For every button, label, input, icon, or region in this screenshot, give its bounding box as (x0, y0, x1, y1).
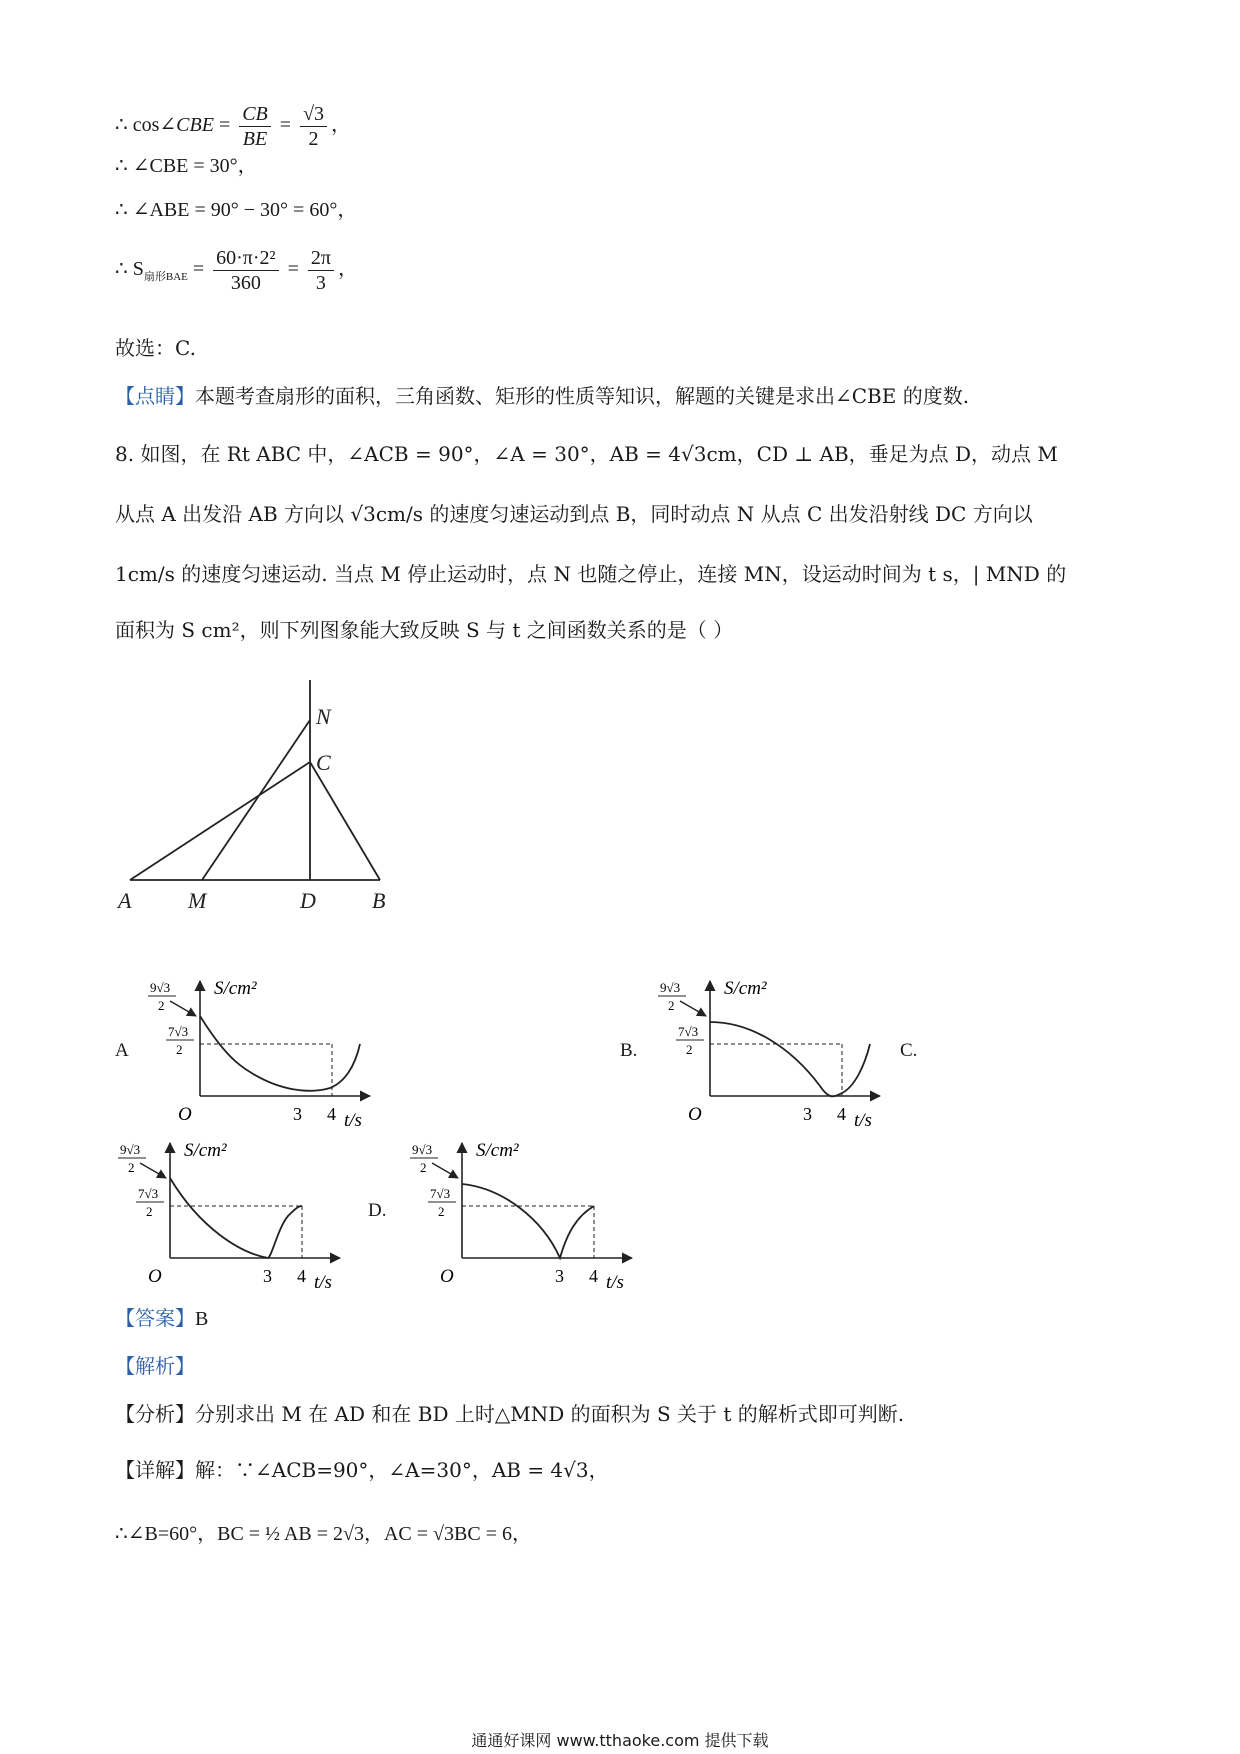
solution-line-3: ∴ ∠ABE = 90° − 30° = 60°， (115, 199, 358, 221)
triangle-figure (110, 670, 410, 920)
point-a-label: A (118, 888, 132, 913)
solution-line-4: ∴ $S_{扇形BAE}$ = $\frac{\text{60·π·2²}}{360}$ = $\frac{2\pi}{3}$ ， (115, 247, 358, 294)
top-value-den: 2 (668, 998, 675, 1013)
tick-4-label: 4 (837, 1104, 846, 1124)
mid-value-den: 2 (438, 1204, 445, 1219)
answer-value: B (195, 1308, 209, 1330)
comment-text: 本题考查扇形的面积，三角函数、矩形的性质等知识，解题的关键是求出∠CBE 的度数. (195, 384, 970, 408)
detail-text-1: 解：∵∠ACB=90°，∠A=30°，AB = 4√3， (195, 1458, 609, 1482)
comment-tag: 【点睛】 (115, 384, 195, 408)
question-line-2: 从点 A 出发沿 AB 方向以 √3cm/s 的速度匀速运动到点 B，同时动点 N 从点 C 出发沿射线 DC 方向以 (115, 502, 1033, 526)
point-n-label: N (316, 704, 331, 729)
origin-label: O (440, 1266, 454, 1287)
tick-4-label: 4 (589, 1266, 598, 1286)
detail-line-1 (115, 1456, 609, 1484)
frac-num: √3 (300, 102, 327, 127)
mid-value-num: 7√3 (138, 1186, 159, 1201)
frac-den: 2 (308, 128, 319, 150)
point-b-label: B (372, 888, 386, 913)
tick-4-label: 4 (327, 1104, 336, 1124)
frac-den: 360 (230, 272, 261, 294)
frac-den: 3 (315, 272, 326, 294)
graph-option-a (130, 976, 390, 1136)
pointer-arrow (140, 1163, 166, 1178)
frac-num: CB (239, 102, 271, 127)
fraction-sqrt3-2 (300, 102, 327, 151)
fraction-sector (213, 246, 278, 295)
top-value-num: 9√3 (120, 1142, 141, 1157)
mid-value-den: 2 (176, 1042, 183, 1057)
detail-tag: 【详解】 (115, 1458, 195, 1482)
option-a-label: A (115, 1040, 129, 1061)
pointer-arrow (170, 1001, 196, 1016)
tick-4-label: 4 (297, 1266, 306, 1286)
mid-value-den: 2 (146, 1204, 153, 1219)
option-c-label: C. (900, 1040, 918, 1061)
fenxi-tag: 【分析】 (115, 1402, 195, 1426)
cos-prefix: ∴ cos∠ (115, 114, 177, 137)
comment-line (115, 382, 969, 410)
angle-cbe: CBE (176, 114, 214, 137)
top-value-den: 2 (420, 1160, 427, 1175)
fraction-cb-be (239, 102, 271, 151)
top-value-den: 2 (128, 1160, 135, 1175)
origin-label: O (178, 1104, 192, 1125)
frac-den: BE (242, 128, 268, 150)
option-d-label: D. (368, 1200, 387, 1221)
x-axis-label: t/s (314, 1272, 332, 1293)
y-axis-label: S/cm² (184, 1140, 227, 1161)
y-axis-label: S/cm² (724, 978, 767, 999)
mid-value-num: 7√3 (168, 1024, 189, 1039)
pointer-arrow (432, 1163, 458, 1178)
tick-3-label: 3 (803, 1104, 812, 1124)
top-value-num: 9√3 (660, 980, 681, 995)
top-value-num: 9√3 (412, 1142, 433, 1157)
y-axis-label: S/cm² (476, 1140, 519, 1161)
top-value-den: 2 (158, 998, 165, 1013)
x-axis-label: t/s (344, 1110, 362, 1131)
solution-line-2: ∴ ∠CBE = 30°， (115, 155, 258, 177)
question-line-4: 面积为 S cm²，则下列图象能大致反映 S 与 t 之间函数关系的是（ ） (115, 618, 734, 642)
tick-3-label: 3 (293, 1104, 302, 1124)
origin-label: O (148, 1266, 162, 1287)
frac-num: 60·π·2² (213, 246, 278, 271)
fraction-2pi-3 (308, 246, 334, 295)
top-value-num: 9√3 (150, 980, 171, 995)
pointer-arrow (680, 1001, 706, 1016)
point-d-label: D (300, 888, 316, 913)
solution-line-1: ∴ cos∠CBE = $\frac{CB}{BE}$ = $\frac{√3}{2}$ ， (115, 103, 352, 150)
analysis-tag: 【解析】 (115, 1354, 195, 1378)
y-axis-label: S/cm² (214, 978, 257, 999)
option-b-label: B. (620, 1040, 638, 1061)
graph-option-c (100, 1138, 360, 1298)
answer-line (115, 1304, 208, 1333)
curve (462, 1184, 594, 1258)
fenxi-text: 分别求出 M 在 AD 和在 BD 上时△MND 的面积为 S 关于 t 的解析式即可判断. (195, 1402, 905, 1426)
tick-3-label: 3 (263, 1266, 272, 1286)
origin-label: O (688, 1104, 702, 1125)
graph-option-b (640, 976, 900, 1136)
x-axis-label: t/s (606, 1272, 624, 1293)
curve (710, 1022, 870, 1096)
point-c-label: C (316, 750, 331, 775)
fenxi-line (115, 1400, 904, 1428)
question-line-3: 1cm/s 的速度匀速运动. 当点 M 停止运动时，点 N 也随之停止，连接 MN，设运动时间为 t s，| MND 的 (115, 562, 1067, 586)
curve (170, 1178, 302, 1258)
tick-3-label: 3 (555, 1266, 564, 1286)
area-prefix: ∴ S (115, 258, 144, 281)
graph-option-d (392, 1138, 652, 1298)
mid-value-num: 7√3 (678, 1024, 699, 1039)
area-subscript: 扇形BAE (143, 271, 188, 284)
choice-line: 故选：C. (115, 336, 196, 360)
curve (200, 1016, 360, 1091)
detail-line-2: ∴∠B=60°，BC = ½ AB = 2√3，AC = √3BC = 6， (115, 1523, 532, 1545)
answer-tag: 【答案】 (115, 1306, 195, 1330)
frac-num: 2π (308, 246, 334, 271)
mid-value-num: 7√3 (430, 1186, 451, 1201)
x-axis-label: t/s (854, 1110, 872, 1131)
question-line-1: 8. 如图，在 Rt ABC 中，∠ACB = 90°，∠A = 30°，AB = 4√3cm，CD ⊥ AB，垂足为点 D，动点 M (115, 442, 1058, 466)
page-footer: 通通好课网 www.tthaoke.com 提供下载 (471, 1731, 769, 1750)
mid-value-den: 2 (686, 1042, 693, 1057)
point-m-label: M (188, 888, 207, 913)
